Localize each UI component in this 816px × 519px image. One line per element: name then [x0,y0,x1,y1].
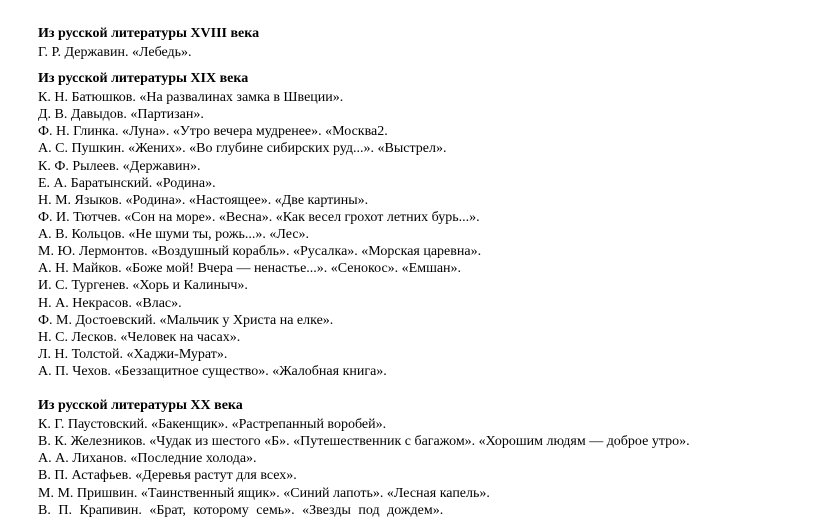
section-heading-19th-century: Из русской литературы XIX века [38,71,249,86]
list-item: К. Н. Батюшков. «На развалинах замка в Швеции». [38,90,344,105]
list-item: В. К. Железников. «Чудак из шестого «Б». «Путешественник с багажом». «Хорошим людям — доброе утро». [38,434,690,450]
list-item: Ф. Н. Глинка. «Луна». «Утро вечера мудренее». «Москва2. [38,124,388,140]
section-list-18th-century [38,44,192,61]
list-item: Н. С. Лесков. «Человек на часах». [38,329,241,345]
section-list-19th-century [38,89,481,380]
list-item: М. Ю. Лермонтов. «Воздушный корабль». «Русалка». «Морская царевна». [38,244,482,260]
list-item: А. С. Пушкин. «Жених». «Во глубине сибирских руд...». «Выстрел». [38,141,447,157]
section-heading-20th-century: Из русской литературы XX века [38,398,243,413]
section-list-20th-century [38,416,690,519]
list-item: А. П. Чехов. «Беззащитное существо». «Жалобная книга». [38,364,387,379]
list-item: Ф. М. Достоевский. «Мальчик у Христа на елке». [38,312,334,328]
list-item: Л. Н. Толстой. «Хаджи-Мурат». [38,346,228,362]
list-item: И. С. Тургенев. «Хорь и Калиныч». [38,278,248,294]
list-item: А. А. Лиханов. «Последние холода». [38,451,257,467]
list-item: А. В. Кольцов. «Не шуми ты, рожь...». «Лес». [38,227,310,242]
list-item: Н. А. Некрасов. «Влас». [38,295,182,311]
list-item: М. М. Пришвин. «Таинственный ящик». «Синий лапоть». «Лесная капель». [38,485,490,501]
list-item: В. П. Астафьев. «Деревья растут для всех». [38,468,297,484]
section-heading-18th-century: Из русской литературы XVIII века [38,26,260,41]
list-item: Ф. И. Тютчев. «Сон на море». «Весна». «Как весел грохот летних бурь...». [38,209,480,225]
list-item: В. П. Крапивин. «Брат, которому семь». «Звезды под дождем». [38,502,444,518]
list-item: Д. В. Давыдов. «Партизан». [38,107,204,123]
list-item: А. Н. Майков. «Боже мой! Вчера — ненастье...». «Сенокос». «Емшан». [38,261,462,277]
list-item: Е. А. Баратынский. «Родина». [38,175,216,191]
list-item: К. Ф. Рылеев. «Державин». [38,158,201,174]
list-item: К. Г. Паустовский. «Бакенщик». «Растрепанный воробей». [38,417,387,432]
list-item: Н. М. Языков. «Родина». «Настоящее». «Две картины». [38,192,369,208]
list-item: Г. Р. Державин. «Лебедь». [38,45,192,60]
